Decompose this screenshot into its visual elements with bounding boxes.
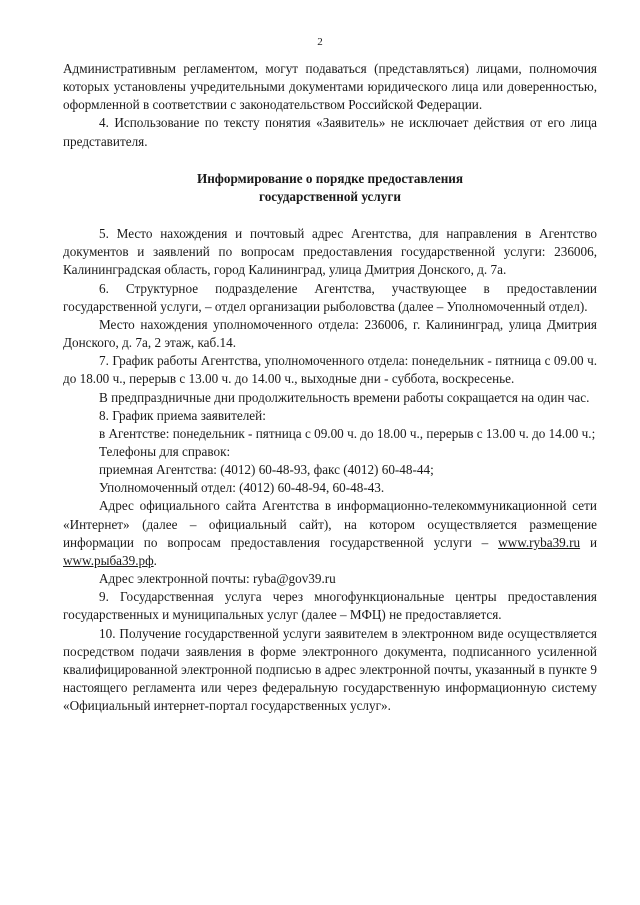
website-end: . bbox=[153, 552, 157, 568]
website-link-ryba39-ru[interactable]: www.ryba39.ru bbox=[498, 534, 581, 550]
paragraph-5: 5. Место нахождения и почтовый адрес Агентства, для направления в Агентство документов и заявлений по вопросам предоставления государственной услуги: 236006, Калининградская область, город Калининград, улица Дмитрия Донского, д. 7а. bbox=[63, 226, 597, 278]
paragraph-8: 8. График приема заявителей: bbox=[99, 407, 266, 423]
paragraph-6: 6. Структурное подразделение Агентства, участвующее в предоставлении государственной услуги, – отдел организации рыболовства (далее – Уполномоченный отдел). bbox=[63, 280, 597, 314]
email-label: Адрес электронной почты: bbox=[99, 571, 250, 587]
website-link-ryba39-rf[interactable]: www.рыба39.рф bbox=[63, 552, 154, 568]
website-and: и bbox=[589, 534, 597, 550]
website-text: Адрес официального сайта Агентства в информационно-телекоммуникационной сети «Интернет» (далее – официальный сайт), на котором осуществляется размещение информации по вопросам предоставления государственной услуги – bbox=[63, 498, 597, 550]
document-body bbox=[63, 60, 597, 715]
section-heading-line-1: Информирование о порядке предоставления bbox=[196, 170, 464, 186]
paragraph-7-holiday: В предпраздничные дни продолжительность времени работы сокращается на один час. bbox=[99, 389, 590, 405]
phone-department: Уполномоченный отдел: (4012) 60-48-94, 60-48-43. bbox=[99, 480, 385, 496]
paragraph-email bbox=[63, 570, 597, 588]
paragraph-6-location: Место нахождения уполномоченного отдела: 236006, г. Калининград, улица Дмитрия Донского, д. 7а, 2 этаж, каб.14. bbox=[63, 316, 597, 351]
paragraph-8-schedule: в Агентстве: понедельник - пятница с 09.00 ч. до 18.00 ч., перерыв с 13.00 ч. до 14.00 ч.; bbox=[99, 425, 596, 441]
paragraph-10: 10. Получение государственной услуги заявителем в электронном виде осуществляется посредством подачи заявления в форме электронного документа, подписанного усиленной квалифицированной электронной подписью в адрес электронной почты, указанный в пункте 9 настоящего регламента или через федеральную государственную информационную систему «Официальный интернет-портал государственных услуг». bbox=[63, 625, 597, 714]
paragraph-7: 7. График работы Агентства, уполномоченного отдела: понедельник - пятница с 09.00 ч. до 18.00 ч., перерыв с 13.00 ч. до 14.00 ч., выходные дни - суббота, воскресенье. bbox=[63, 353, 597, 387]
paragraph-intro: Административным регламентом, могут подаваться (представляться) лицами, полномочия которых установлены учредительными документами юридического лица или доверенностью, оформленной в соответствии с законодательством Российской Федерации. bbox=[63, 61, 597, 113]
phones-label: Телефоны для справок: bbox=[99, 443, 231, 459]
paragraph-website bbox=[63, 497, 597, 570]
section-heading-line-2: государственной услуги bbox=[259, 188, 401, 204]
section-heading bbox=[63, 170, 597, 206]
phone-reception: приемная Агентства: (4012) 60-48-93, факс (4012) 60-48-44; bbox=[99, 462, 434, 478]
page-number: 2 bbox=[317, 36, 323, 48]
paragraph-9: 9. Государственная услуга через многофункциональные центры предоставления государственных и муниципальных услуг (далее – МФЦ) не предоставляется. bbox=[63, 589, 597, 623]
email-value[interactable]: ryba@gov39.ru bbox=[252, 571, 336, 587]
paragraph-4: 4. Использование по тексту понятия «Заявитель» не исключает действия от его лица представителя. bbox=[63, 115, 597, 149]
